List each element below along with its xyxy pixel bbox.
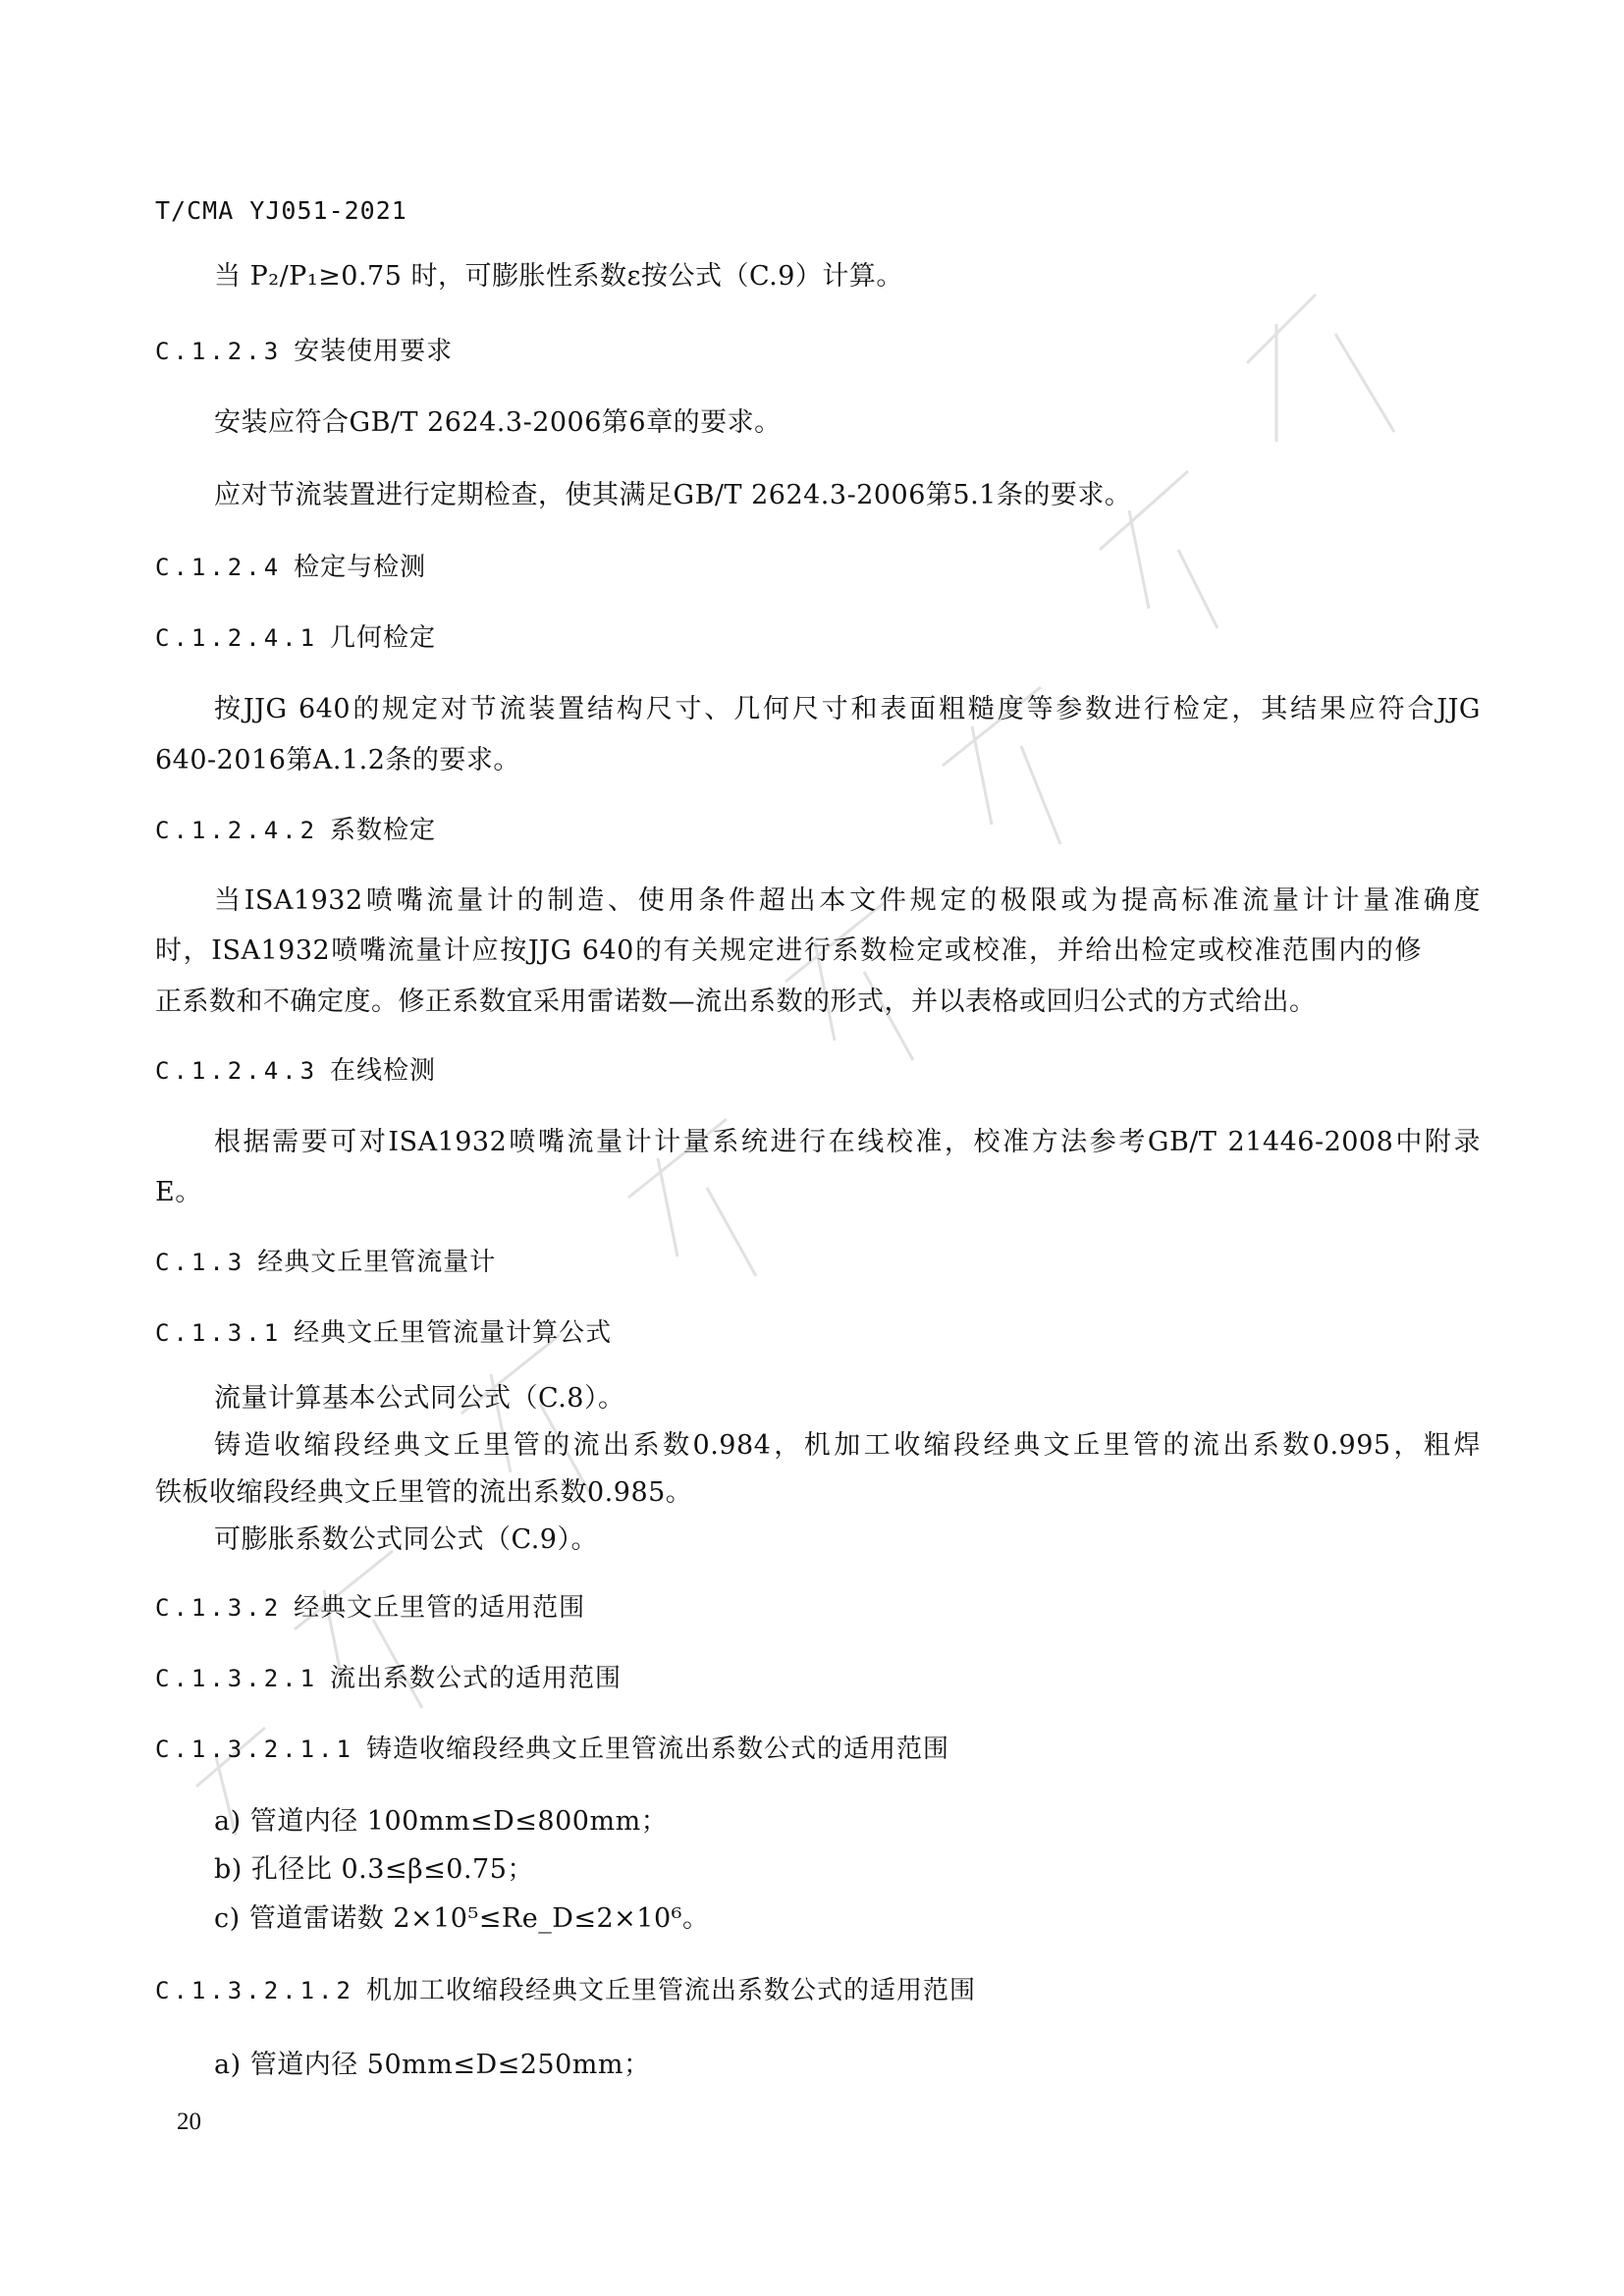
- section-heading: [155, 1053, 436, 1089]
- section-title: 在线检测: [330, 1056, 437, 1086]
- section-number: C.1.3.2: [155, 1594, 283, 1622]
- paragraph-line: 安装应符合GB/T 2624.3-2006第6章的要求。: [214, 407, 782, 438]
- paragraph-line: 流量计算基本公式同公式（C.8）。: [214, 1383, 625, 1414]
- paragraph-line: 根据需要可对ISA1932喷嘴流量计计量系统进行在线校准，校准方法参考GB/T 21446-2008中附录: [214, 1127, 1481, 1157]
- section-title: 机加工收缩段经典文丘里管流出系数公式的适用范围: [365, 1976, 976, 2005]
- section-number: C.1.2.4: [155, 554, 283, 581]
- section-number: C.1.2.3: [155, 338, 283, 365]
- paragraph-line: c) 管道雷诺数 2×10⁵≤Re_D≤2×10⁶。: [214, 1903, 710, 1934]
- section-number: C.1.3.2.1: [155, 1665, 319, 1692]
- section-number: C.1.2.4.3: [155, 1057, 319, 1085]
- section-heading: [155, 1661, 622, 1696]
- section-heading: [155, 1590, 585, 1626]
- section-heading: [155, 813, 436, 848]
- document-code: T/CMA YJ051-2021: [155, 196, 407, 225]
- section-title: 几何检定: [330, 623, 437, 653]
- section-heading: [155, 1315, 612, 1351]
- section-number: C.1.2.4.1: [155, 624, 319, 652]
- page-number: 20: [177, 2109, 201, 2135]
- section-heading: [155, 1973, 976, 2008]
- paragraph-continuation: 640-2016第A.1.2条的要求。: [155, 745, 520, 775]
- paragraph-line: a) 管道内径 100mm≤D≤800mm；: [214, 1806, 669, 1837]
- paragraph-line: 按JJG 640的规定对节流装置结构尺寸、几何尺寸和表面粗糙度等参数进行检定，其结果应符合JJG: [214, 694, 1481, 724]
- paragraph-line: 铸造收缩段经典文丘里管的流出系数0.984，机加工收缩段经典文丘里管的流出系数0.995，粗焊: [214, 1430, 1481, 1461]
- paragraph-continuation: E。: [155, 1177, 202, 1207]
- section-number: C.1.3.2.1.2: [155, 1977, 354, 2004]
- paragraph-continuation: 正系数和不确定度。修正系数宜采用雷诺数—流出系数的形式，并以表格或回归公式的方式给出。: [155, 987, 1317, 1017]
- section-number: C.1.2.4.2: [155, 817, 319, 844]
- paragraph-line: 可膨胀系数公式同公式（C.9）。: [214, 1524, 598, 1555]
- section-title: 流出系数公式的适用范围: [330, 1664, 623, 1693]
- section-number: C.1.3.2.1.1: [155, 1735, 354, 1763]
- paragraph-line: 当 P₂/P₁≥0.75 时，可膨胀性系数ε按公式（C.9）计算。: [214, 261, 903, 292]
- section-title: 经典文丘里管流量计: [257, 1248, 497, 1277]
- paragraph-line: 应对节流装置进行定期检查，使其满足GB/T 2624.3-2006第5.1条的要求。: [214, 480, 1132, 510]
- paragraph-continuation: 铁板收缩段经典文丘里管的流出系数0.985。: [155, 1477, 693, 1508]
- section-number: C.1.3: [155, 1249, 246, 1276]
- section-title: 经典文丘里管的适用范围: [294, 1593, 586, 1623]
- paragraph-continuation: 时，ISA1932喷嘴流量计应按JJG 640的有关规定进行系数检定或校准，并给出检定或校准范围内的修: [155, 935, 1422, 966]
- section-heading: [155, 620, 436, 656]
- section-heading: [155, 1732, 949, 1767]
- paragraph-line: 当ISA1932喷嘴流量计的制造、使用条件超出本文件规定的极限或为提高标准流量计计量准确度: [214, 885, 1481, 916]
- section-title: 检定与检测: [294, 553, 427, 582]
- section-title: 铸造收缩段经典文丘里管流出系数公式的适用范围: [365, 1735, 949, 1764]
- section-title: 经典文丘里管流量计算公式: [294, 1318, 613, 1348]
- paragraph-line: b) 孔径比 0.3≤β≤0.75；: [214, 1854, 534, 1885]
- section-heading: [155, 334, 453, 369]
- section-heading: [155, 1245, 496, 1280]
- section-title: 系数检定: [330, 816, 437, 845]
- section-heading: [155, 550, 426, 585]
- paragraph-line: a) 管道内径 50mm≤D≤250mm；: [214, 2050, 651, 2080]
- section-title: 安装使用要求: [294, 337, 454, 366]
- section-number: C.1.3.1: [155, 1319, 283, 1347]
